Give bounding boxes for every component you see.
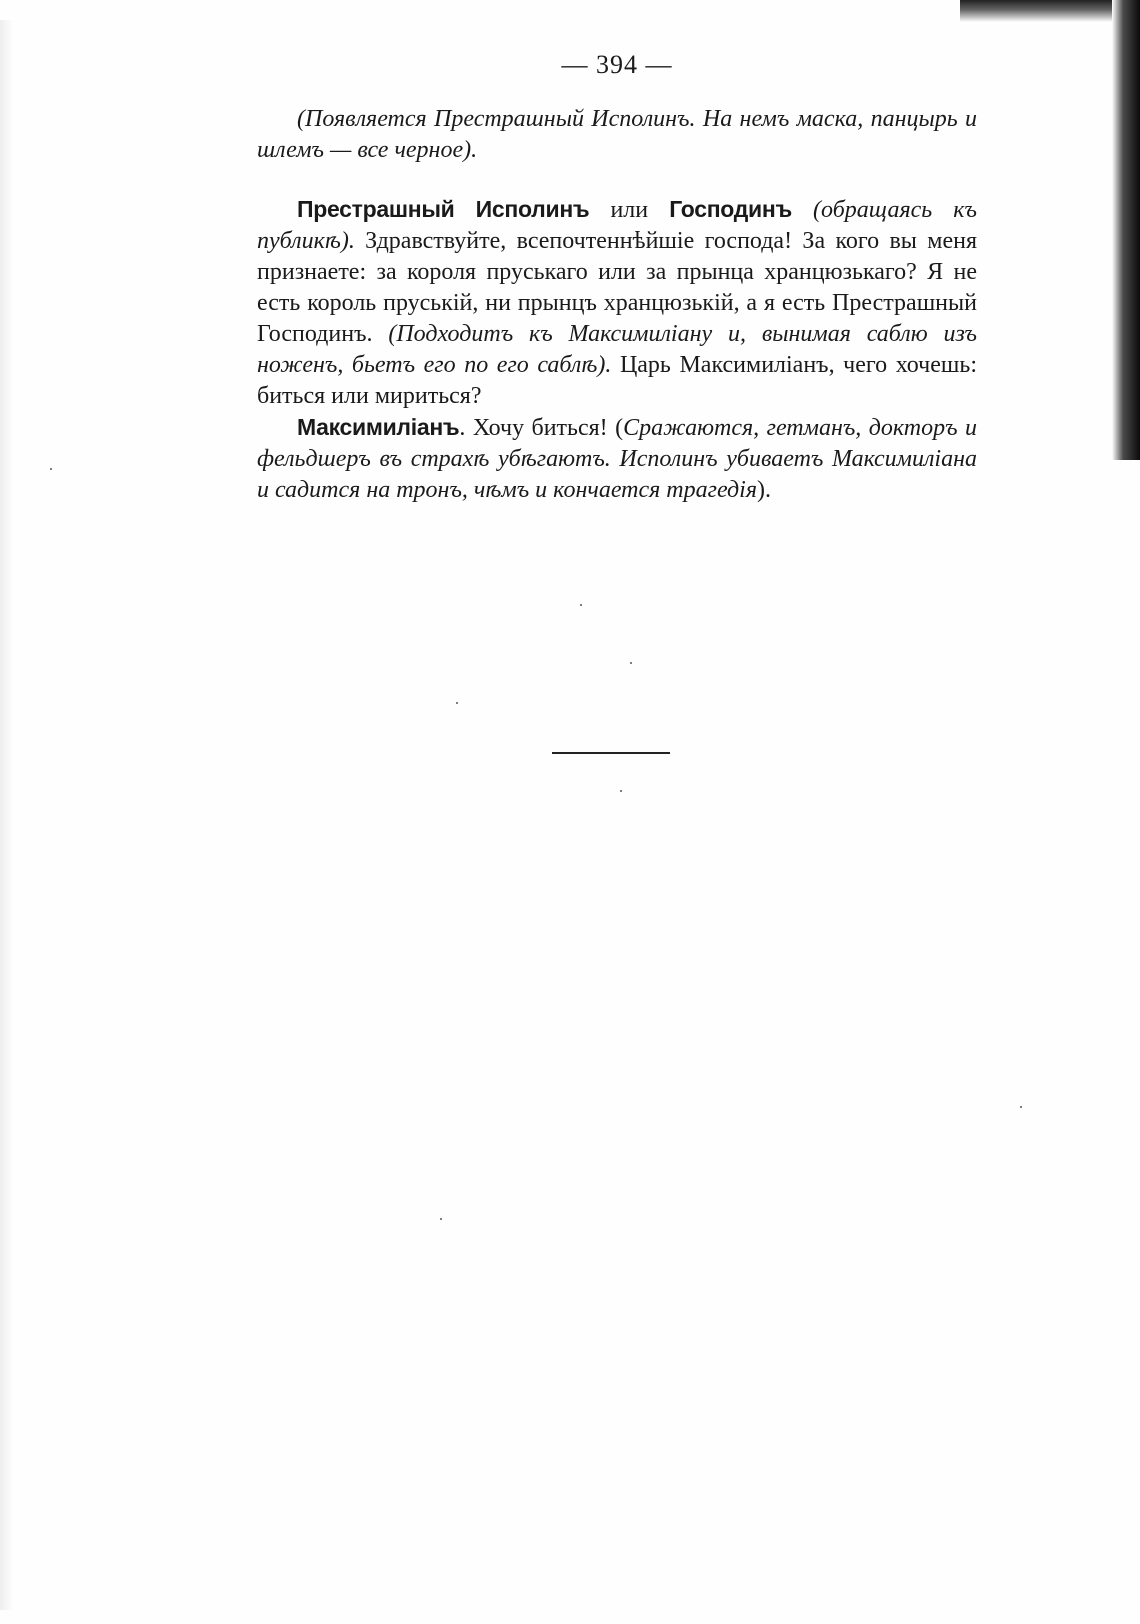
print-speck bbox=[580, 604, 582, 606]
stage-direction-text: (обращаясь къ публикѣ). bbox=[257, 197, 977, 254]
speech-text: Здравствуйте, всепочтеннѣйшіе господа! За кого вы меня признаете: за короля пруськаго или за прынца хранцюзькаго? Я не есть король пруській, ни прынцъ хранцюзькій, а я есть Престрашный Господинъ. bbox=[257, 228, 977, 347]
paragraph-gap bbox=[257, 166, 977, 194]
print-speck bbox=[440, 1218, 442, 1220]
print-speck bbox=[456, 702, 458, 704]
page-number: — 394 — bbox=[561, 50, 673, 79]
speech-text: Царь Максимиліанъ, чего хочешь: биться или мириться? bbox=[257, 352, 977, 409]
print-speck bbox=[620, 790, 622, 792]
print-speck bbox=[1020, 1106, 1022, 1108]
speech-maximilian bbox=[257, 412, 977, 506]
speech-text: . Хочу биться! ( bbox=[459, 415, 624, 441]
stage-direction-entrance bbox=[257, 104, 977, 166]
page-left-shadow bbox=[0, 20, 14, 1610]
speech-giant bbox=[257, 194, 977, 412]
speaker-name: Престрашный Исполинъ bbox=[297, 196, 590, 222]
stage-direction-text: (Подходитъ къ Максимиліану и, вынимая саблю изъ ноженъ, бьетъ его по его саблѣ). bbox=[257, 321, 977, 378]
connector-text: или bbox=[589, 197, 670, 223]
page-text-block bbox=[257, 50, 977, 506]
stage-direction-text: (Появляется Престрашный Исполинъ. На немъ маска, панцырь и шлемъ — все черное). bbox=[257, 106, 977, 163]
print-speck bbox=[630, 662, 632, 664]
page-binding-edge bbox=[1112, 0, 1140, 460]
speech-text: ). bbox=[757, 477, 772, 503]
print-speck bbox=[50, 468, 52, 470]
stage-direction-text: Сражаются, гетманъ, докторъ и фельдшеръ въ страхѣ убѣгаютъ. Исполинъ убиваетъ Максимиліана и садится на тронъ, чѣмъ и кончается трагедія bbox=[257, 415, 977, 503]
speaker-name: Максимиліанъ bbox=[297, 414, 460, 440]
speaker-name-alt: Господинъ bbox=[669, 196, 792, 222]
end-rule bbox=[552, 752, 670, 754]
